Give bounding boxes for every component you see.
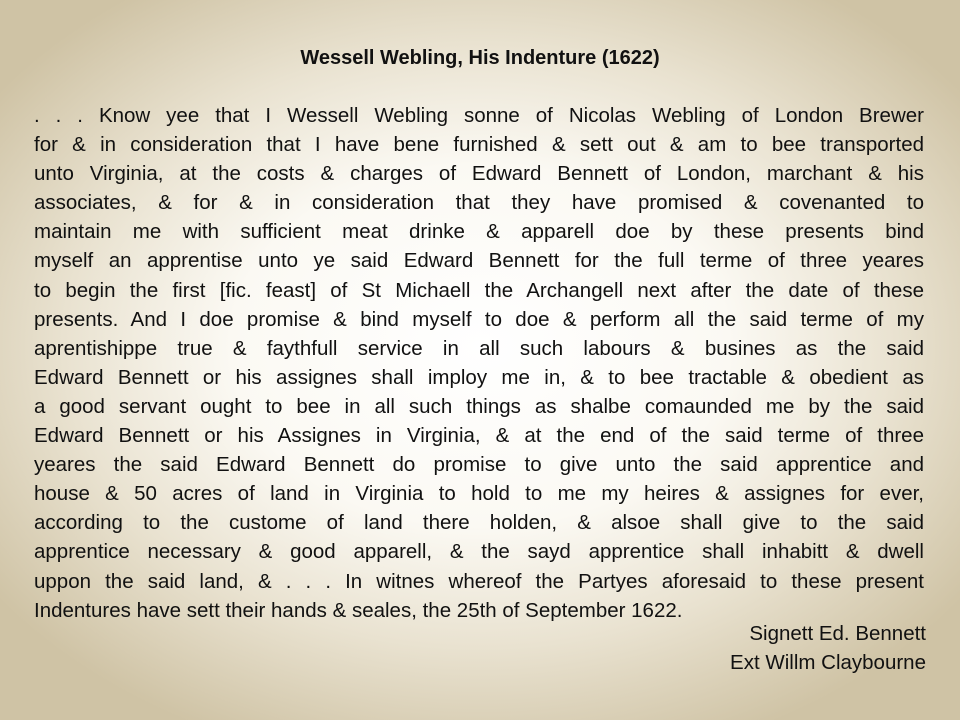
text-line: uppon the said land, & . . . In witnes whereof the Partyes aforesaid to these present — [34, 569, 924, 593]
text-line: presents. And I doe promise & bind myself to doe & perform all the said terme of my — [34, 307, 924, 331]
signature-block — [34, 619, 926, 677]
text-line: Edward Bennett or his assignes shall imploy me in, & to bee tractable & obedient as — [34, 365, 924, 389]
text-line: Edward Bennett or his Assignes in Virginia, & at the end of the said terme of three — [34, 424, 924, 448]
text-line: aprentishippe true & faythfull service in all such labours & busines as the said — [34, 336, 924, 360]
text-line: myself an apprentise unto ye said Edward Bennett for the full terme of three yeares — [34, 249, 924, 273]
text-line: associates, & for & in consideration that they have promised & covenanted to — [34, 191, 924, 215]
text-line: maintain me with sufficient meat drinke & apparell doe by these presents bind — [34, 220, 924, 244]
signature-bennett: Signett Ed. Bennett — [749, 622, 926, 645]
text-line: a good servant ought to bee in all such things as shalbe comaunded me by the said — [34, 394, 924, 418]
indenture-text — [34, 101, 924, 625]
text-line: . . . Know yee that I Wessell Webling sonne of Nicolas Webling of London Brewer — [34, 104, 924, 127]
text-line: according to the custome of land there holden, & alsoe shall give to the said — [34, 511, 924, 535]
text-line: apprentice necessary & good apparell, & the sayd apprentice shall inhabitt & dwell — [34, 540, 924, 564]
text-line: yeares the said Edward Bennett do promise to give unto the said apprentice and — [34, 453, 924, 477]
text-line: Indentures have sett their hands & seales, the 25th of September 1622. — [34, 598, 683, 622]
document-title: Wessell Webling, His Indenture (1622) — [300, 47, 660, 69]
signature-claybourne: Ext Willm Claybourne — [730, 651, 926, 675]
text-line: unto Virginia, at the costs & charges of Edward Bennett of London, marchant & his — [34, 162, 924, 186]
text-line: house & 50 acres of land in Virginia to hold to me my heires & assignes for ever, — [34, 482, 924, 506]
text-line: to begin the first [fic. feast] of St Michaell the Archangell next after the date of these — [34, 278, 924, 302]
text-line: for & in consideration that I have bene furnished & sett out & am to bee transported — [34, 133, 924, 157]
